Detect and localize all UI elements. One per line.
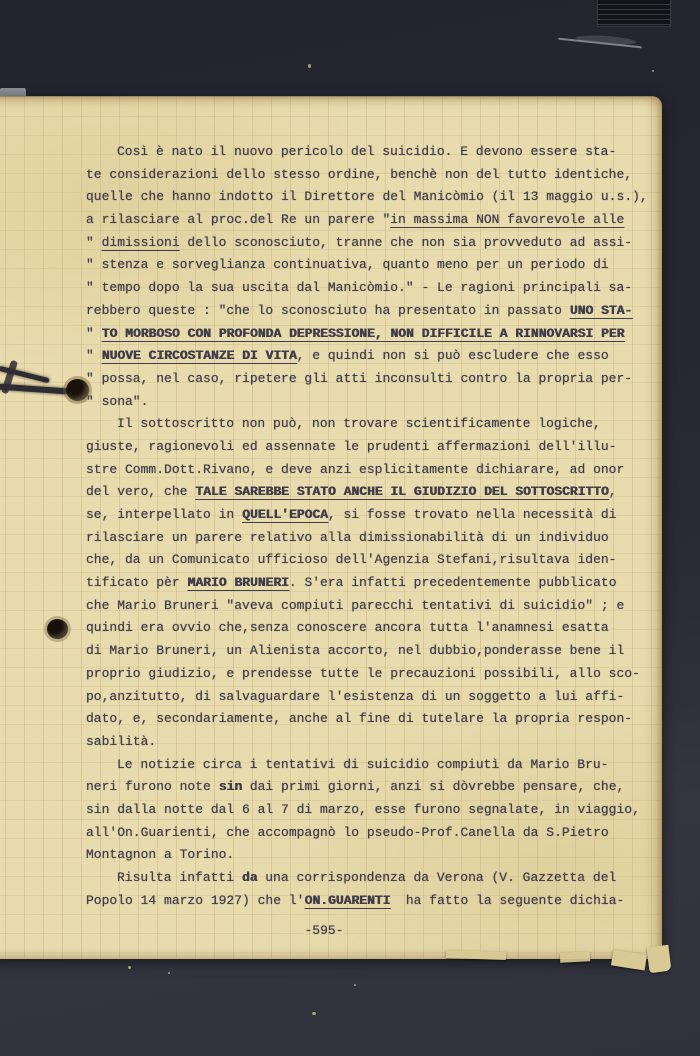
text-line — [86, 186, 652, 209]
text-segment: del vero, che — [86, 484, 196, 500]
text-segment: quelle che hanno indotto il Direttore del Manicòmio (il 13 maggio u.s.), — [86, 189, 648, 205]
text-segment: " stenza e sorveglianza continuativa, quanto meno per un periodo di — [86, 257, 609, 273]
text-segment: all'On.Guarienti, che accompagnò lo pseudo-Prof.Canella da S.Pietro — [86, 824, 609, 840]
text-segment: " tempo dopo la sua uscita dal Manicòmio." - Le ragioni principali sa- — [86, 280, 633, 296]
text-line — [86, 640, 652, 663]
text-segment: una corrispondenza da Verona (V. Gazzetta del — [257, 870, 617, 885]
text-line — [86, 459, 652, 482]
dust-speck — [652, 70, 654, 72]
document-page — [0, 96, 662, 959]
text-line — [86, 209, 652, 232]
text-segment: se, interpellato in — [86, 507, 243, 522]
underlined-text: dimissioni — [101, 234, 180, 250]
text-segment: Montagnon a Torino. — [86, 847, 235, 863]
underlined-text: TALE SAREBBE STATO ANCHE IL GIUDIZIO DEL SOTTOSCRITTO — [195, 484, 609, 500]
text-segment: " — [86, 348, 102, 364]
text-segment: dato, e, secondariamente, anche al fine di tutelare la propria respon- — [86, 711, 633, 727]
underlined-text: NUOVE CIRCOSTANZE DI VITA — [101, 348, 297, 364]
text-line — [86, 663, 652, 686]
text-line — [86, 708, 652, 731]
text-line — [86, 504, 652, 527]
text-segment: giuste, ragionevoli ed assennate le prudenti affermazioni dell'illu- — [86, 438, 617, 454]
text-line — [86, 867, 652, 890]
text-segment: , e quindi non si può escludere che esso — [296, 348, 609, 364]
text-line — [86, 391, 652, 414]
text-line — [86, 527, 652, 550]
text-segment: dai primi giorni, anzi si dòvrebbe pensare, che, — [242, 779, 625, 795]
text-line — [86, 164, 652, 187]
text-segment: ha fatto la seguente dichia- — [390, 892, 625, 908]
archive-sticker — [598, 0, 670, 26]
underlined-text: UNO STA- — [569, 302, 633, 318]
text-line — [86, 436, 652, 459]
text-line — [86, 323, 652, 346]
text-segment: stre Comm.Dott.Rivano, e deve anzi esplicitamente dichiarare, ad onor — [86, 461, 625, 477]
torn-paper-edge — [646, 945, 671, 973]
text-line — [86, 368, 652, 391]
text-segment: , — [608, 484, 617, 500]
text-segment: dello sconosciuto, tranne che non sia provveduto ad assi- — [179, 234, 633, 250]
dust-speck — [128, 966, 131, 969]
text-segment: che Mario Bruneri "aveva compiuti parecchi tentativi di suicidio" ; e — [86, 597, 625, 613]
text-segment: sin dalla notte dal 6 al 7 di marzo, esse furono segnalate, in viaggio, — [86, 801, 640, 817]
dust-speck — [308, 64, 311, 68]
text-line — [86, 345, 652, 368]
text-segment: sabilità. — [86, 733, 157, 749]
underlined-text: TO MORBOSO CON PROFONDA DEPRESSIONE, NON DIFFICILE A RINNOVARSI PER — [101, 325, 625, 341]
text-segment: a rilasciare al proc.del Re un parere " — [86, 212, 391, 228]
text-line — [86, 572, 652, 595]
text-line — [86, 481, 652, 504]
underlined-text: MARIO BRUNERI — [187, 575, 289, 591]
text-line — [86, 776, 652, 799]
text-line — [86, 731, 652, 754]
text-line — [86, 890, 652, 913]
text-line — [86, 277, 652, 300]
text-segment: rebbero queste : "che lo sconosciuto ha presentato in passato — [86, 302, 570, 318]
text-line — [86, 799, 652, 822]
text-segment: , si fosse trovato nella necessità di — [327, 507, 617, 522]
text-segment: quindi era ovvio che,senza conoscere ancora tutta l'anamnesi esatta — [86, 620, 609, 636]
text-segment: Le notizie circa i tentativi di suicidio compiutì da Mario Bru- — [117, 756, 609, 772]
text-segment: " — [86, 234, 102, 250]
text-segment: da — [241, 870, 258, 885]
text-segment: Il sottoscritto non può, non trovare scientificamente logiche, — [117, 416, 601, 432]
text-line — [86, 549, 652, 572]
punch-hole — [66, 379, 89, 401]
text-line — [86, 617, 652, 640]
underlined-text: QUELL'EPOCA — [242, 507, 328, 522]
scratch-mark — [558, 36, 642, 48]
text-segment: . S'era infatti precedentemente pubblicato — [288, 575, 617, 591]
text-line — [86, 141, 652, 164]
text-segment: Popolo 14 marzo 1927) che l' — [86, 892, 305, 908]
text-line — [86, 232, 652, 255]
page-number: -595- — [304, 923, 344, 938]
text-segment: tificato pèr — [86, 575, 188, 591]
text-segment: che, da un Comunicato ufficioso dell'Agenzia Stefani,risultava iden- — [86, 552, 617, 568]
text-segment: " — [86, 325, 102, 341]
text-line — [86, 595, 652, 618]
text-line — [86, 822, 652, 845]
punch-hole — [47, 619, 68, 639]
text-segment: Risulta infatti — [117, 870, 242, 885]
text-segment: di Mario Bruneri, un Alienista accorto, nel dubbio,ponderasse bene il — [86, 643, 625, 659]
text-segment: rilasciare un parere relativo alla dimissionabilità di un individuo — [86, 529, 609, 545]
text-segment: " sona". — [86, 393, 149, 409]
text-line — [86, 754, 652, 777]
dust-speck — [312, 1012, 316, 1015]
text-line — [86, 254, 652, 277]
text-segment: sin — [218, 779, 243, 795]
dust-speck — [354, 984, 356, 986]
typewritten-text — [86, 141, 652, 912]
underlined-text: in massima NON favorevole alle — [390, 212, 625, 228]
torn-paper-edge — [560, 951, 590, 963]
text-line — [86, 844, 652, 867]
underlined-text: ON.GUARENTI — [304, 892, 391, 908]
text-segment: neri furono note — [86, 779, 219, 795]
text-segment: te considerazioni dello stesso ordine, benchè non del tutto identiche, — [86, 166, 633, 182]
text-line — [86, 686, 652, 709]
text-segment: po,anzitutto, di salvaguardare l'esistenza di un soggetto a lui affi- — [86, 688, 625, 704]
text-segment: " possa, nel caso, ripetere gli atti inconsulti contro la propria per- — [86, 370, 633, 386]
dust-speck — [168, 972, 170, 974]
text-segment: proprio giudizio, e prendesse tutte le precauzioni possibili, allo sco- — [86, 665, 640, 681]
text-segment: Così è nato il nuovo pericolo del suicidio. E devono essere sta- — [117, 144, 617, 159]
text-line — [86, 300, 652, 323]
text-line — [86, 413, 652, 436]
